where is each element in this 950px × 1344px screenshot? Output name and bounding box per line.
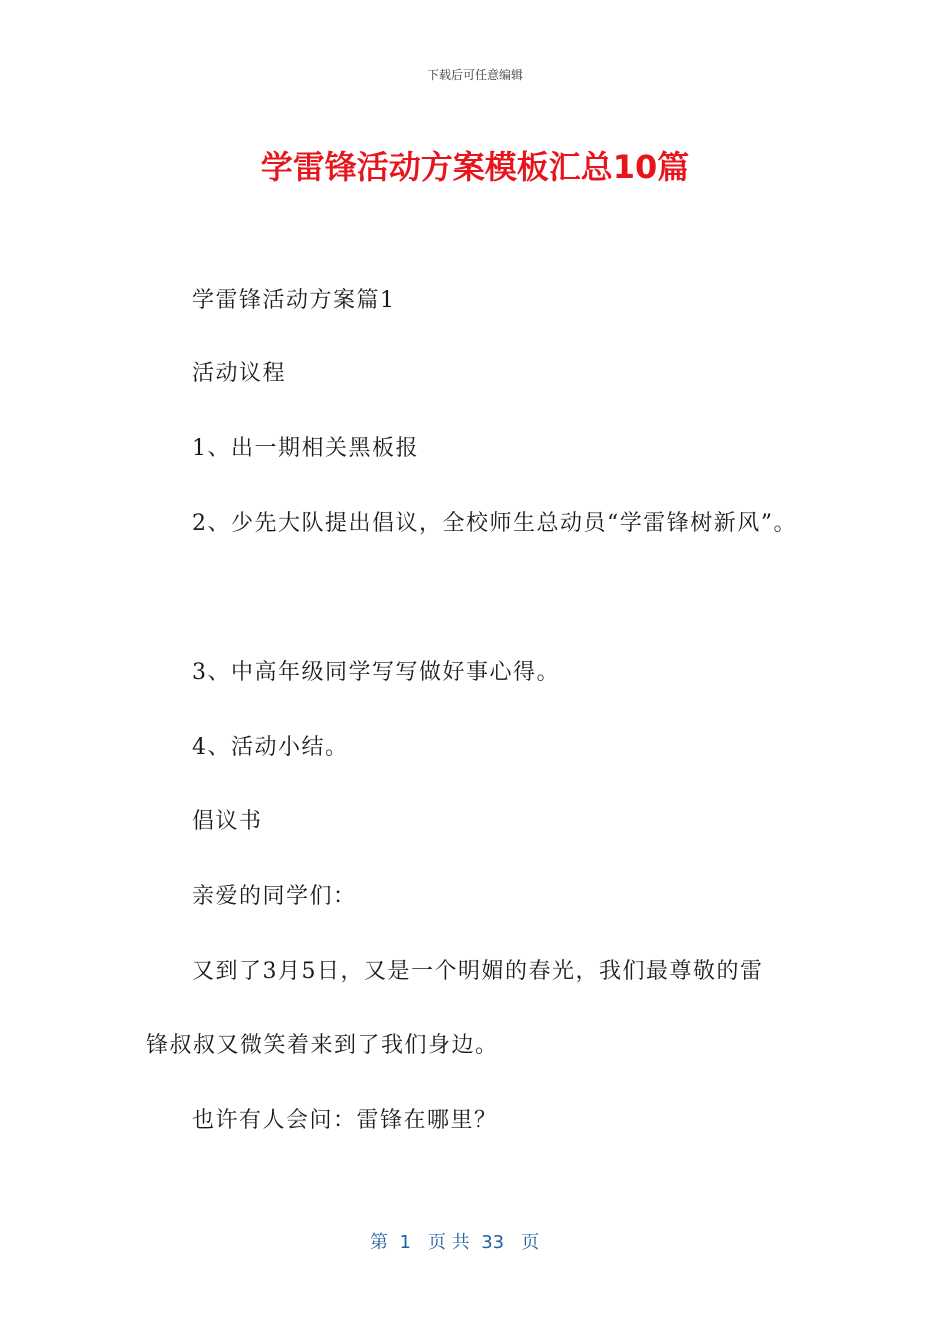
paragraph-line-continued: 锋叔叔又微笑着来到了我们身边。: [146, 1033, 499, 1058]
page-number: 第 1 页 共 33 页: [370, 1232, 540, 1253]
salutation: 亲爱的同学们：: [192, 884, 357, 909]
header-note: 下载后可任意编辑: [426, 68, 523, 82]
agenda-item-2: 2、少先大队提出倡议，全校师生总动员“学雷锋树新风”。: [192, 511, 797, 536]
section-heading: 学雷锋活动方案篇1: [192, 288, 396, 313]
subheading-proposal: 倡议书: [192, 809, 263, 834]
paragraph-line: 又到了3月5日，又是一个明媚的春光，我们最尊敬的雷: [192, 959, 764, 984]
agenda-item-3: 3、中高年级同学写写做好事心得。: [192, 660, 560, 685]
paragraph-line: 也许有人会问：雷锋在哪里？: [192, 1108, 498, 1133]
agenda-item-1: 1、出一期相关黑板报: [192, 436, 419, 461]
agenda-item-4: 4、活动小结。: [192, 735, 349, 760]
subheading-agenda: 活动议程: [192, 361, 287, 386]
document-title: 学雷锋活动方案模板汇总10篇: [260, 148, 690, 186]
